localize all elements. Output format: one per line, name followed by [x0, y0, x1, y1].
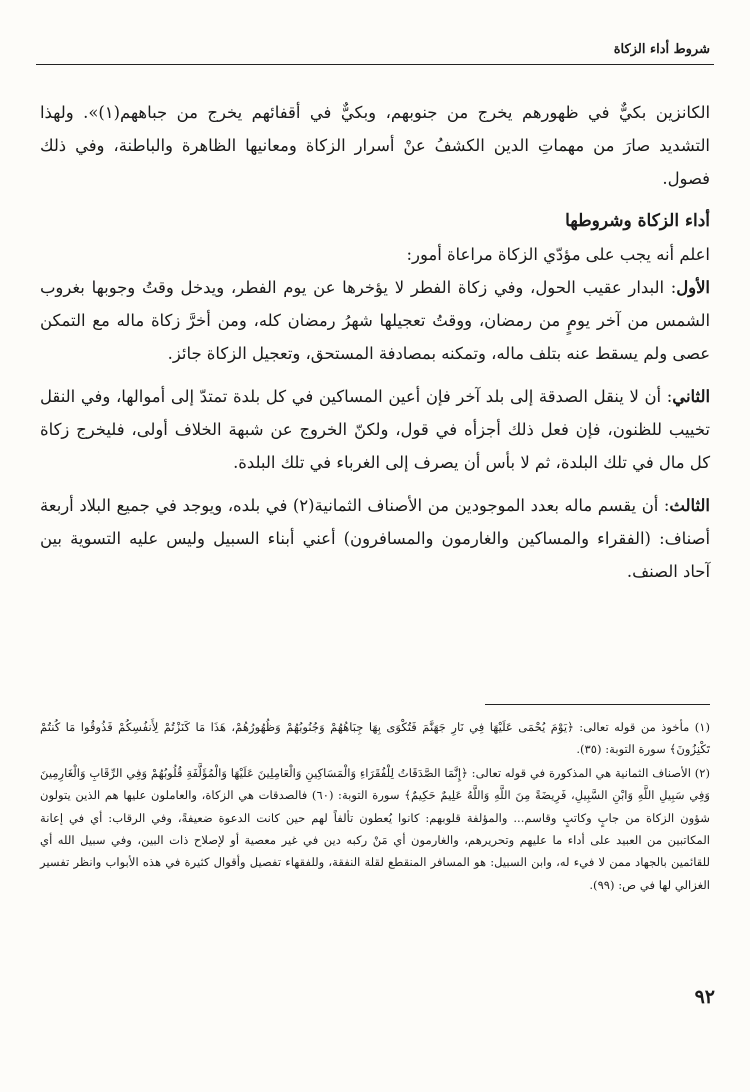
opening-line: اعلم أنه يجب على مؤدّي الزكاة مراعاة أمور: — [406, 245, 710, 264]
footnotes — [40, 716, 710, 897]
point-first-label: الأول — [676, 278, 710, 297]
point-third — [40, 489, 710, 588]
footnote-2: (٢) الأصناف الثمانية هي المذكورة في قوله تعالى: ﴿إِنَّمَا الصَّدَقَاتُ لِلْفُقَرَاءِ وَالْمَسَاكِينِ وَالْعَامِلِينَ عَلَيْهَا وَالْمُؤَلَّفَةِ قُلُوبُهُمْ وَفِي الرِّقَابِ وَالْغَارِمِينَ وَفِي سَبِيلِ اللَّهِ وَابْنِ السَّبِيلِ، فَرِيضَةً مِنَ اللَّهِ وَاللَّهُ عَلِيمٌ حَكِيمٌ﴾ سورة التوبة: (٦٠) فالصدقات هي الزكاة، والعاملون عليها هم الذين يتولون شؤون الزكاة من جابٍ وكاتبٍ وقاسم... والمؤلفة قلوبهم: كانوا يُعطون تألفاً لهم حين كانت الدعوة ضعيفةً، وفي الرقاب: أي في إعانة المكاتبين من العبيد على أداء ما عليهم وتحريرهم، والغارمون أي مَنْ ركبه دين في غير معصية أو لإصلاح ذات البين، وفي سبيل الله أي للقائمين بالجهاد ممن لا فيء له، وابن السبيل: هو المسافر المنقطع لقلة النفقة، وللفقهاء تفصيل وأقوال كثيرة في هذه الأبواب وانظر تفسير الغزالي لها في ص: (٩٩). — [40, 765, 710, 892]
footnote-1: (١) مأخوذ من قوله تعالى: ﴿يَوْمَ يُحْمَى عَلَيْهَا فِي نَارِ جَهَنَّمَ فَتُكْوَى بِهَا جِبَاهُهُمْ وَجُنُوبُهُمْ وَظُهُورُهُمْ، هَذَا مَا كَنَزْتُمْ لِأَنفُسِكُمْ فَذُوقُوا مَا كُنتُمْ تَكْنِزُونَ﴾ سورة التوبة: (٣٥). — [40, 720, 710, 757]
running-title: شروط أداء الزكاة — [613, 42, 710, 57]
point-second — [40, 380, 710, 479]
page-number: ٩٢ — [694, 986, 715, 1008]
point-first-text: : البدار عقيب الحول، وفي زكاة الفطر لا يؤخرها عن يوم الفطر، ويدخل وقتُ وجوبها بغروب الشمس من آخر يومٍ من رمضان، ووقتُ تعجيلها شهرُ رمضان كله، ومن أخرَّ زكاة ماله مع التمكن عصى ولم يسقط عنه بتلف ماله، وتمكنه بمصادفة المستحق، وتعجيل الزكاة جائز. — [40, 278, 710, 363]
point-third-text: : أن يقسم ماله بعدد الموجودين من الأصناف الثمانية(٢) في بلده، ويوجد في جميع البلاد أربعة أصناف: (الفقراء والمساكين والغارمون والمسافرون) أعني أبناء السبيل وليس عليه التسوية بين آحاد الصنف. — [40, 496, 710, 581]
header-rule — [36, 64, 714, 65]
point-first — [40, 271, 710, 370]
point-second-text: : أن لا ينقل الصدقة إلى بلد آخر فإن أعين المساكين في كل بلدة تمتدّ إلى أموالها، وفي النقل تخييب للظنون، فإن فعل ذلك أجزأه في قول، ولكنّ الخروج عن شبهة الخلاف أولى، فليخرج زكاة كل مال في تلك البلدة، ثم لا بأس أن يصرف إلى الغرباء في تلك البلدة. — [40, 387, 710, 472]
section-heading: أداء الزكاة وشروطها — [565, 211, 710, 231]
point-second-label: الثاني — [672, 387, 710, 406]
main-text — [40, 96, 710, 598]
point-third-label: الثالث — [669, 496, 710, 515]
intro-paragraph: الكانزين بكيٌّ في ظهورهم يخرج من جنوبهم، وبكيٌّ في أقفائهم يخرج من جباههم(١)». ولهذا التشديد صارَ من مهماتِ الدين الكشفُ عنْ أسرار الزكاة ومعانيها الظاهرة والباطنة، وفي ذلك فصول. — [40, 103, 711, 188]
footnote-separator — [485, 704, 710, 705]
